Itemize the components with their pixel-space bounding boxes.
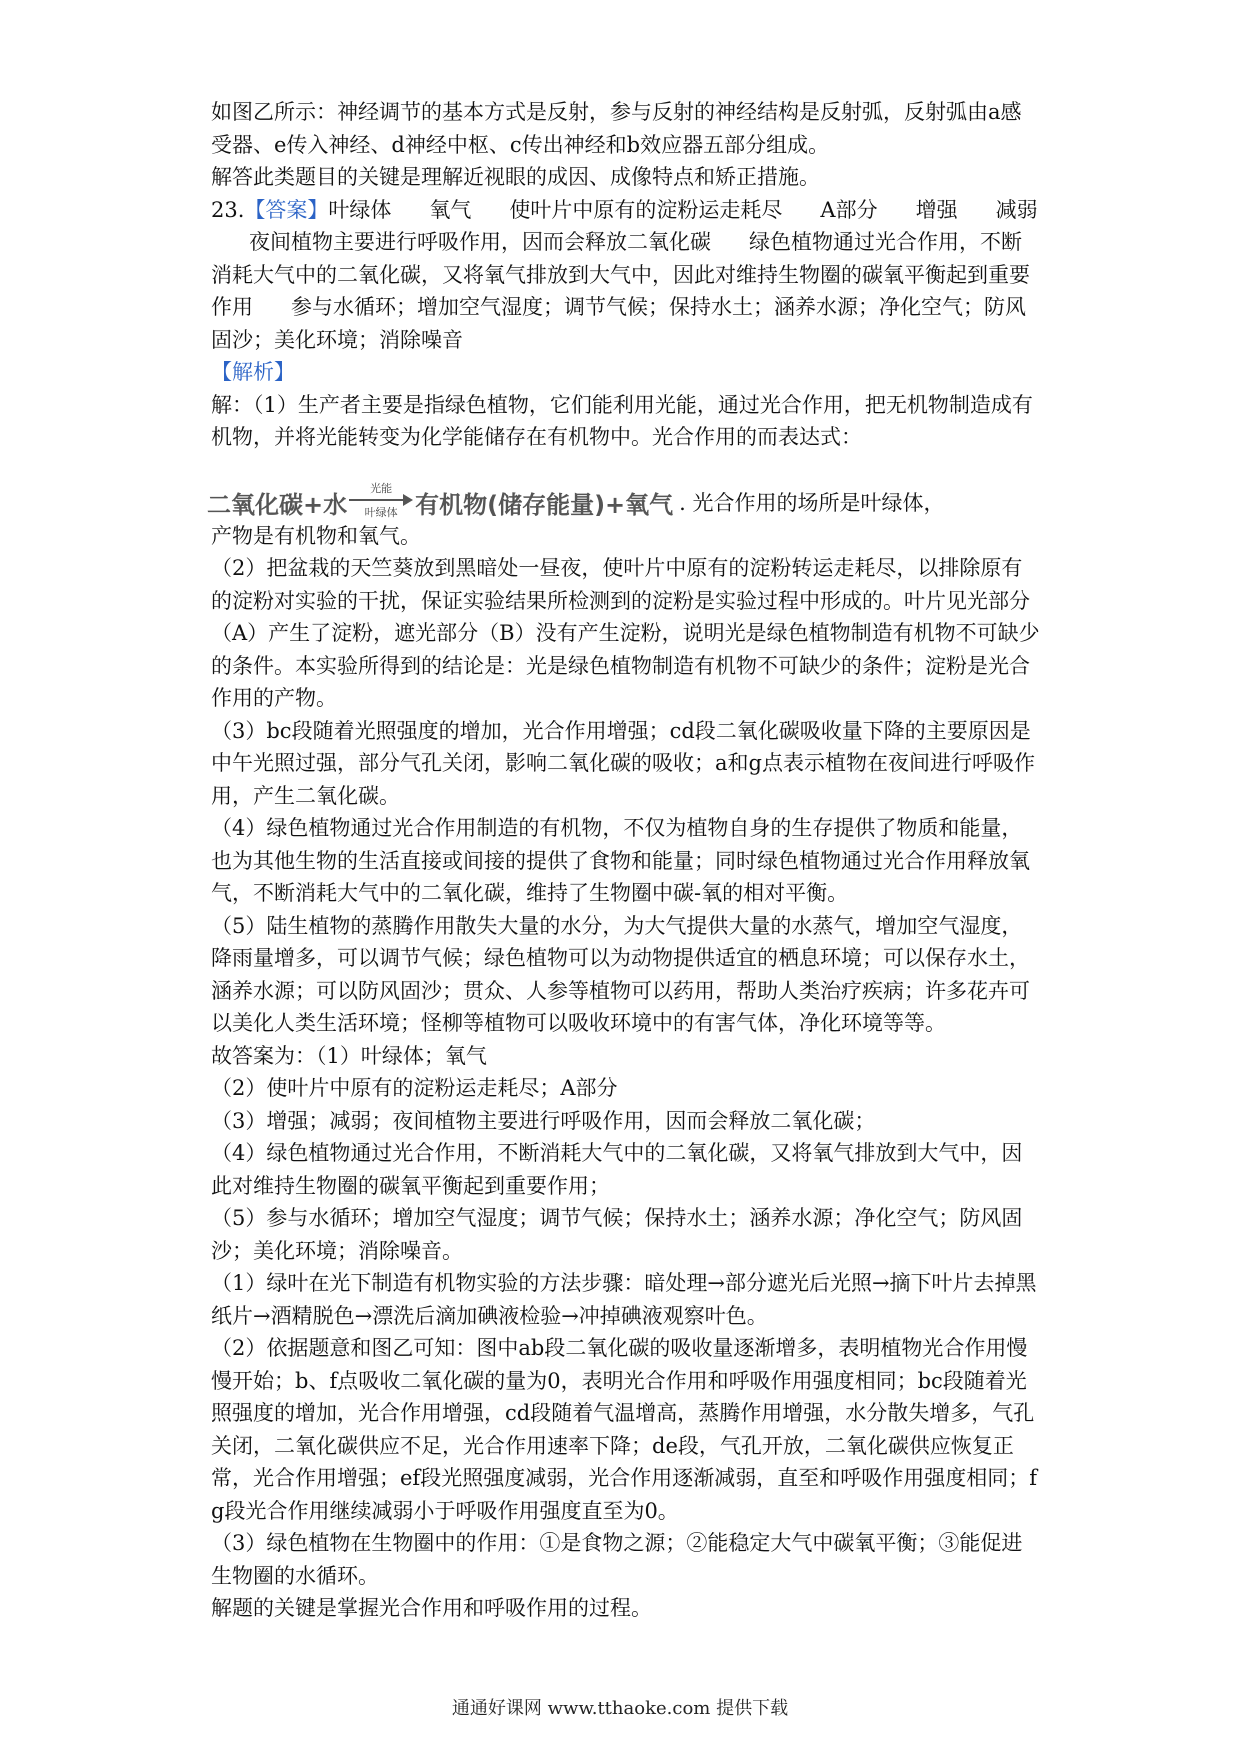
text-line: （2）使叶片中原有的淀粉运走耗尽；A部分	[211, 1076, 618, 1100]
question-number: 23.	[211, 197, 245, 222]
text-line: 解：（1）生产者主要是指绿色植物，它们能利用光能，通过光合作用，把无机物制造成有机物，并将光能转变为化学能储存在有机物中。光合作用的而表达式：	[211, 392, 1033, 449]
text-line: （4）绿色植物通过光合作用，不断消耗大气中的二氧化碳，又将氧气排放到大气中，因此对维持生物圈的碳氧平衡起到重要作用；	[211, 1141, 1023, 1198]
text-line: （3）绿色植物在生物圈中的作用：①是食物之源；②能稳定大气中碳氧平衡；③能促进生物圈的水循环。	[211, 1531, 1023, 1588]
answer-item: 参与水循环；增加空气湿度；调节气候；保持水土；涵养水源；净化空气；防风固沙；美化环境；消除噪音	[211, 295, 1026, 352]
analysis-tag: 【解析】	[211, 360, 295, 384]
answer-tag: 【答案】	[244, 197, 329, 222]
equation-image	[207, 480, 673, 520]
text-line: （5）陆生植物的蒸腾作用散失大量的水分，为大气提供大量的水蒸气，增加空气湿度，降雨量增多，可以调节气候；绿色植物可以为动物提供适宜的栖息环境；可以保存水土，涵养水源；可以防风固沙；贯众、人参等植物可以药用，帮助人类治疗疾病；许多花卉可以美化人类生活环境；怪柳等植物可以吸收环境中的有害气体，净化环境等等。	[211, 913, 1030, 1035]
equation-right: 有机物(储存能量)+氧气	[415, 490, 674, 519]
text-line: 故答案为：（1）叶绿体；氧气	[211, 1043, 487, 1068]
answer-item: 绿色植物通过光合作用，不断消耗大气中的二氧化碳，又将氧气排放到大气中，因此对维持生物圈的碳氧平衡起到重要作用	[211, 230, 1030, 319]
reaction-arrow	[349, 480, 413, 520]
answer-item: 夜间植物主要进行呼吸作用，因而会释放二氧化碳	[249, 230, 711, 254]
answer-item: A部分	[820, 197, 878, 222]
answer-item: 增强	[915, 197, 958, 222]
arrow-condition-bottom: 叶绿体	[364, 505, 398, 519]
answer-paragraph	[211, 194, 1041, 357]
text-line: （1）绿叶在光下制造有机物实验的方法步骤：暗处理→部分遮光后光照→摘下叶片去掉黑纸片→酒精脱色→漂洗后滴加碘液检验→冲掉碘液观察叶色。	[211, 1271, 1037, 1328]
text-line: （4）绿色植物通过光合作用制造的有机物，不仅为植物自身的生存提供了物质和能量，也为其他生物的生活直接或间接的提供了食物和能量；同时绿色植物通过光合作用释放氧气，不断消耗大气中的二氧化碳，维持了生物圈中碳-氧的相对平衡。	[211, 816, 1030, 905]
answer-item: 减弱	[995, 197, 1038, 222]
text-line: （2）依据题意和图乙可知：图中ab段二氧化碳的吸收量逐渐增多，表明植物光合作用慢慢开始；b、f点吸收二氧化碳的量为0，表明光合作用和呼吸作用强度相同；bc段随着光照强度的增加，光合作用增强，cd段随着气温增高，蒸腾作用增强，水分散失增多，气孔关闭，二氧化碳供应不足，光合作用速率下降；de段，气孔开放，二氧化碳供应恢复正常，光合作用增强；ef段光照强度减弱，光合作用逐渐减弱，直至和呼吸作用强度相同；fg段光合作用继续减弱小于呼吸作用强度直至为0。	[211, 1336, 1037, 1523]
text-line: 如图乙所示：神经调节的基本方式是反射，参与反射的神经结构是反射弧，反射弧由a感受器、e传入神经、d神经中枢、c传出神经和b效应器五部分组成。	[211, 100, 1022, 157]
text-line: （3）bc段随着光照强度的增加，光合作用增强；cd段二氧化碳吸收量下降的主要原因是中午光照过强，部分气孔关闭，影响二氧化碳的吸收；a和g点表示植物在夜间进行呼吸作用，产生二氧化碳。	[211, 718, 1035, 808]
text-line: （2）把盆栽的天竺葵放到黑暗处一昼夜，使叶片中原有的淀粉转运走耗尽，以排除原有的淀粉对实验的干扰，保证实验结果所检测到的淀粉是实验过程中形成的。叶片见光部分（A）产生了淀粉，遮光部分（B）没有产生淀粉，说明光是绿色植物制造有机物不可缺少的条件。本实验所得到的结论是：光是绿色植物制造有机物不可缺少的条件；淀粉是光合作用的产物。	[211, 556, 1040, 710]
photosynthesis-equation	[207, 456, 1041, 520]
answer-item: 叶绿体	[328, 197, 392, 222]
text-line: （3）增强；减弱；夜间植物主要进行呼吸作用，因而会释放二氧化碳；	[211, 1108, 876, 1133]
text-line: 解题的关键是掌握光合作用和呼吸作用的过程。	[211, 1596, 652, 1620]
text-line: . 光合作用的场所是叶绿体，	[679, 491, 945, 515]
answer-item: 氧气	[429, 197, 472, 222]
equation-left: 二氧化碳+水	[207, 490, 348, 519]
text-line: 产物是有机物和氧气。	[211, 523, 421, 548]
document-body	[207, 96, 1041, 1625]
text-line: （5）参与水循环；增加空气湿度；调节气候；保持水土；涵养水源；净化空气；防风固沙；美化环境；消除噪音。	[211, 1206, 1023, 1263]
arrow-condition-top: 光能	[370, 481, 393, 495]
page-footer: 通通好课网 www.tthaoke.com 提供下载	[451, 1698, 789, 1719]
answer-item: 使叶片中原有的淀粉运走耗尽	[509, 197, 783, 222]
text-line: 解答此类题目的关键是理解近视眼的成因、成像特点和矫正措施。	[211, 165, 820, 189]
